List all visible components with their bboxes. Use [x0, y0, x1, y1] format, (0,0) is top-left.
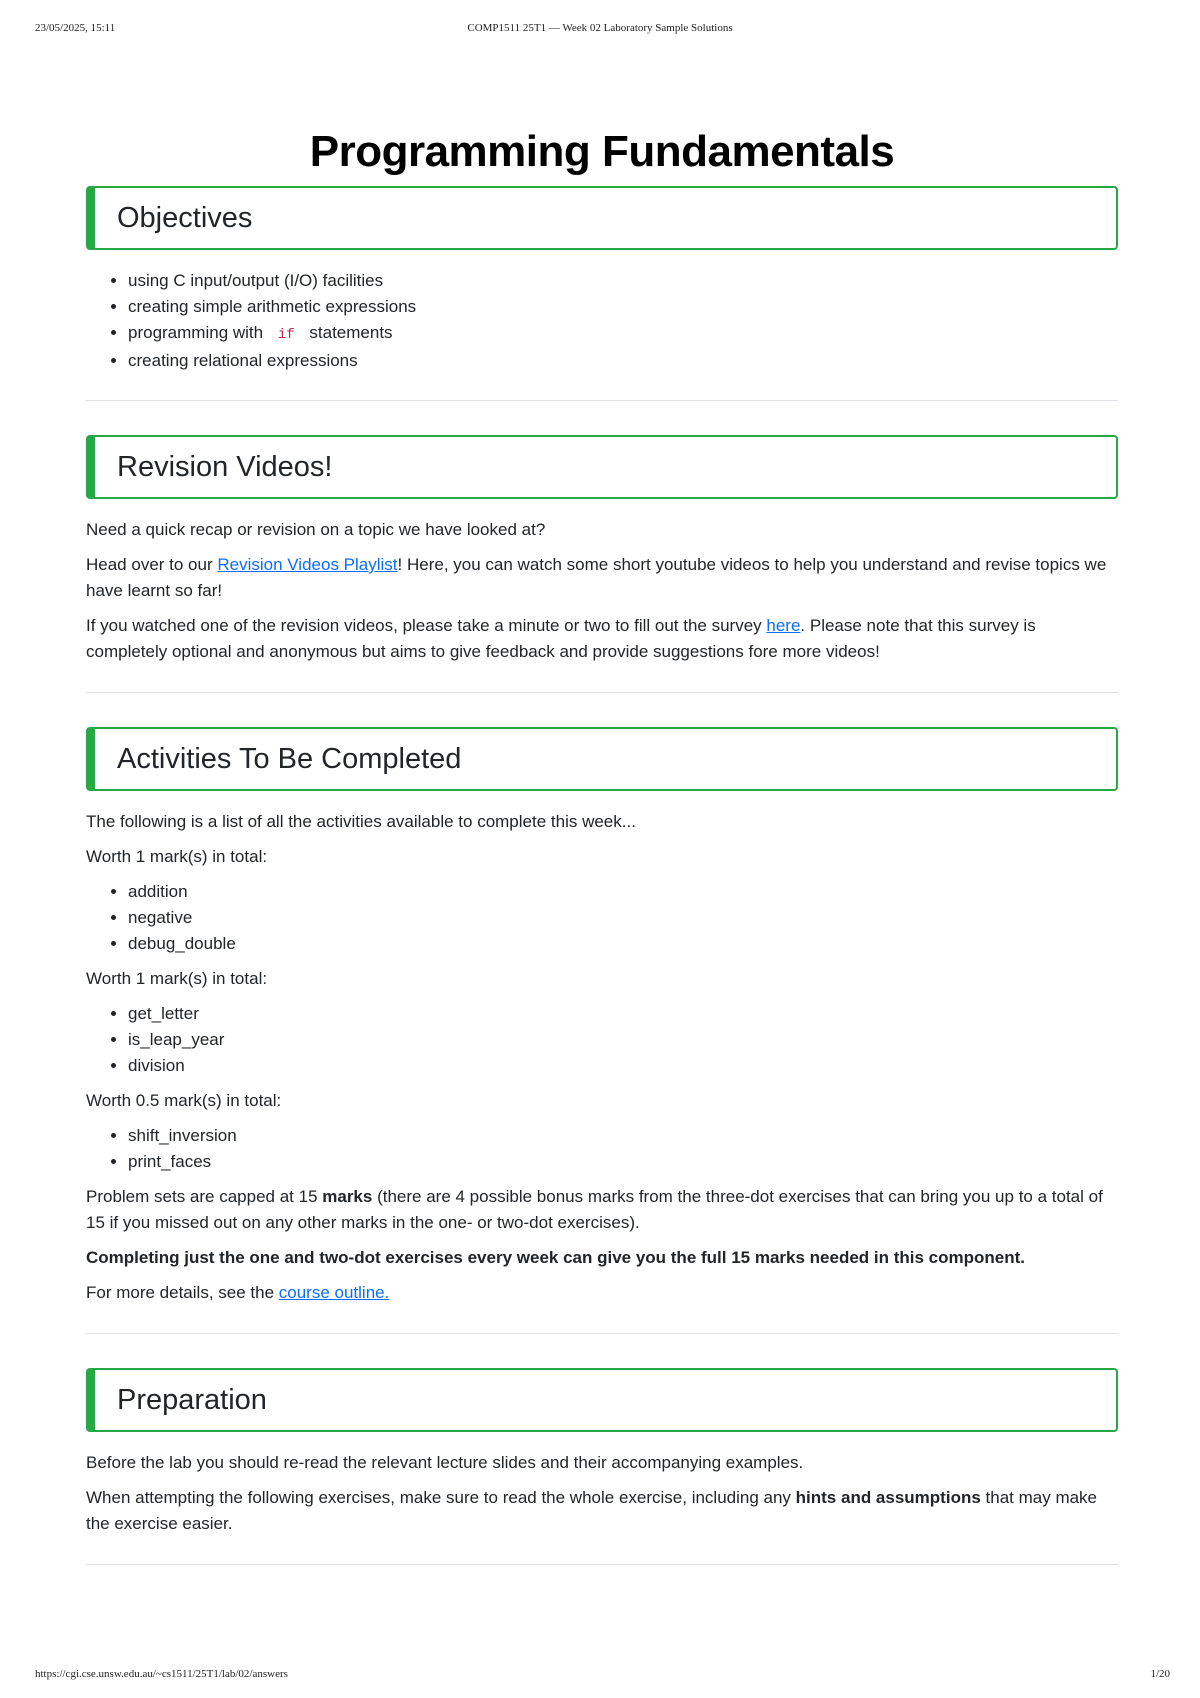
revision-survey-paragraph: [86, 613, 1118, 665]
completing-note: [86, 1245, 1118, 1271]
print-title: COMP1511 25T1 — Week 02 Laboratory Sample Solutions: [467, 22, 733, 34]
activity-item: • debug_double: [128, 931, 1118, 957]
activity-item: • shift_inversion: [128, 1123, 1118, 1149]
revision-heading: Revision Videos!: [86, 435, 1118, 499]
paragraph-text: Problem sets are capped at 15: [86, 1187, 323, 1206]
list-item-text: statements: [309, 323, 393, 342]
bold-text: marks: [322, 1187, 373, 1206]
main-content: [86, 122, 1118, 1565]
bold-text: Completing just the one and two-dot exercises every week can give you the full 15 marks needed in this component.: [86, 1248, 1026, 1267]
activity-item: • print_faces: [128, 1149, 1118, 1175]
preparation-section: [86, 1368, 1118, 1565]
objectives-section: [86, 186, 1118, 401]
group-label: Worth 1 mark(s) in total:: [86, 847, 268, 866]
paragraph-text: . Please note that this survey is completely optional and anonymous but aims to give feedback and provide suggestions fore more videos!: [86, 616, 1036, 661]
objectives-list: [86, 268, 1118, 374]
activity-item: • addition: [128, 879, 1118, 905]
preparation-heading: Preparation: [86, 1368, 1118, 1432]
paragraph-text: If you watched one of the revision videos, please take a minute or two to fill out the survey: [86, 616, 767, 635]
list-item: • using C input/output (I/O) facilities: [128, 268, 1118, 294]
objectives-heading: Objectives: [86, 186, 1118, 250]
print-url: https://cgi.cse.unsw.edu.au/~cs1511/25T1/lab/02/answers: [35, 1668, 288, 1680]
activity-item: • negative: [128, 905, 1118, 931]
list-item: • creating relational expressions: [128, 348, 1118, 374]
activities-section: [86, 727, 1118, 1334]
paragraph-text: When attempting the following exercises, make sure to read the whole exercise, including any: [86, 1488, 796, 1507]
revision-recap-text: Need a quick recap or revision on a topic we have looked at?: [86, 520, 546, 539]
group-label: Worth 1 mark(s) in total:: [86, 969, 268, 988]
activities-heading: Activities To Be Completed: [86, 727, 1118, 791]
list-item-text: programming with: [128, 323, 264, 342]
survey-link[interactable]: here: [766, 616, 801, 635]
paragraph-text: ! Here, you can watch some short youtube videos to help you understand and revise topics we have learnt so far!: [86, 555, 1107, 600]
details-paragraph: [86, 1280, 1118, 1306]
list-item: [128, 320, 1118, 348]
activity-item: • division: [128, 1053, 1118, 1079]
activity-item: • is_leap_year: [128, 1027, 1118, 1053]
page-title: Programming Fundamentals: [309, 127, 895, 176]
list-item: • creating simple arithmetic expressions: [128, 294, 1118, 320]
activity-list: [86, 1001, 1118, 1079]
revision-section: [86, 435, 1118, 693]
preparation-text: Before the lab you should re-read the relevant lecture slides and their accompanying examples.: [86, 1453, 804, 1472]
paragraph-text: Head over to our: [86, 555, 218, 574]
activities-intro: The following is a list of all the activities available to complete this week...: [86, 812, 636, 831]
preparation-hints-paragraph: [86, 1485, 1118, 1537]
paragraph-text: (there are 4 possible bonus marks from the three-dot exercises that can bring you up to a total of 15 if you missed out on any other marks in the one- or two-dot exercises).: [86, 1187, 1103, 1232]
print-date: 23/05/2025, 15:11: [35, 22, 116, 34]
marks-cap-paragraph: [86, 1184, 1118, 1236]
paragraph-text: For more details, see the: [86, 1283, 279, 1302]
activity-list: [86, 879, 1118, 957]
revision-playlist-link[interactable]: Revision Videos Playlist: [217, 555, 398, 574]
bold-text: hints and assumptions: [795, 1488, 981, 1507]
paragraph-text: that may make the exercise easier.: [86, 1488, 1098, 1533]
activity-list: [86, 1123, 1118, 1175]
course-outline-link[interactable]: course outline.: [278, 1283, 390, 1302]
revision-playlist-paragraph: [86, 552, 1118, 604]
group-label: Worth 0.5 mark(s) in total:: [86, 1091, 282, 1110]
inline-code: if: [277, 327, 295, 343]
activity-item: • get_letter: [128, 1001, 1118, 1027]
page-number: 1/20: [1150, 1668, 1170, 1680]
